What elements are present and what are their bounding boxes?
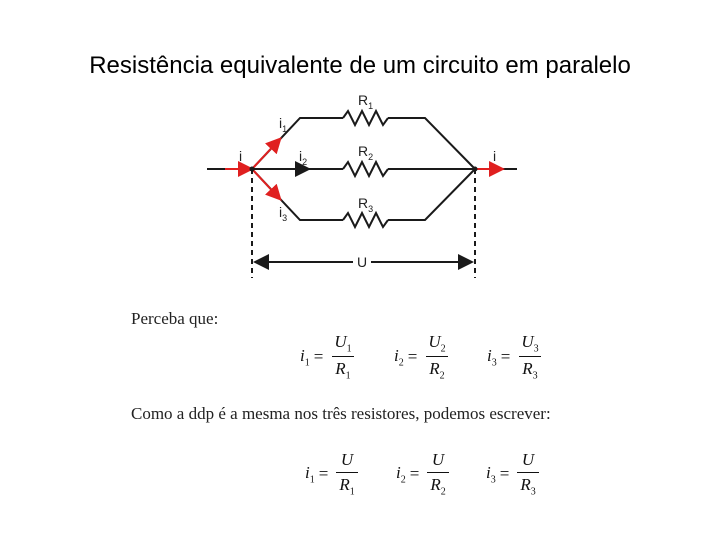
perceba-text: Perceba que: (131, 309, 219, 328)
equation-i3-row2: $i_3$ = $\frac{U}{R_3}$ (486, 450, 543, 497)
branch-3-wire-right (388, 169, 475, 220)
parallel-circuit-diagram (195, 88, 535, 283)
equation-i3-row1: $i_3$ = $\frac{U_3}{R_3}$ (487, 332, 546, 382)
como-text: Como a ddp é a mesma nos três resistores, podemos escrever: (131, 404, 551, 423)
label-U: U (357, 254, 368, 270)
label-i1: $i_1$ (279, 115, 288, 134)
equation-i2-row1: $i_2$ = $\frac{U_2}{R_2}$ (394, 332, 453, 382)
i1-current-arrow (252, 140, 279, 169)
label-i-in: i (239, 148, 243, 164)
equation-i2-row2: $i_2$ = $\frac{U}{R_2}$ (396, 450, 453, 497)
resistor-R2 (343, 162, 388, 176)
equation-i1-row2: $i_1$ = $\frac{U}{R_1}$ (305, 450, 362, 497)
label-i3: $i_3$ (279, 204, 288, 223)
label-i-out: i (493, 148, 497, 164)
equation-i1-row1: $i_1$ = $\frac{U_1}{R_1}$ (300, 332, 359, 382)
branch-1-wire-right (388, 118, 475, 169)
branch-1-wire (252, 118, 343, 169)
slide-title: Resistência equivalente de um circuito em paralelo (89, 52, 631, 79)
label-R3: $R_3$ (358, 195, 374, 214)
label-R2: $R_2$ (358, 143, 374, 162)
label-R1: $R_1$ (358, 92, 374, 111)
branch-3-wire (252, 169, 343, 220)
resistor-R1 (343, 111, 388, 125)
resistor-R3 (343, 213, 388, 227)
i3-current-arrow (252, 169, 279, 198)
label-i2: $i_2$ (299, 148, 308, 167)
